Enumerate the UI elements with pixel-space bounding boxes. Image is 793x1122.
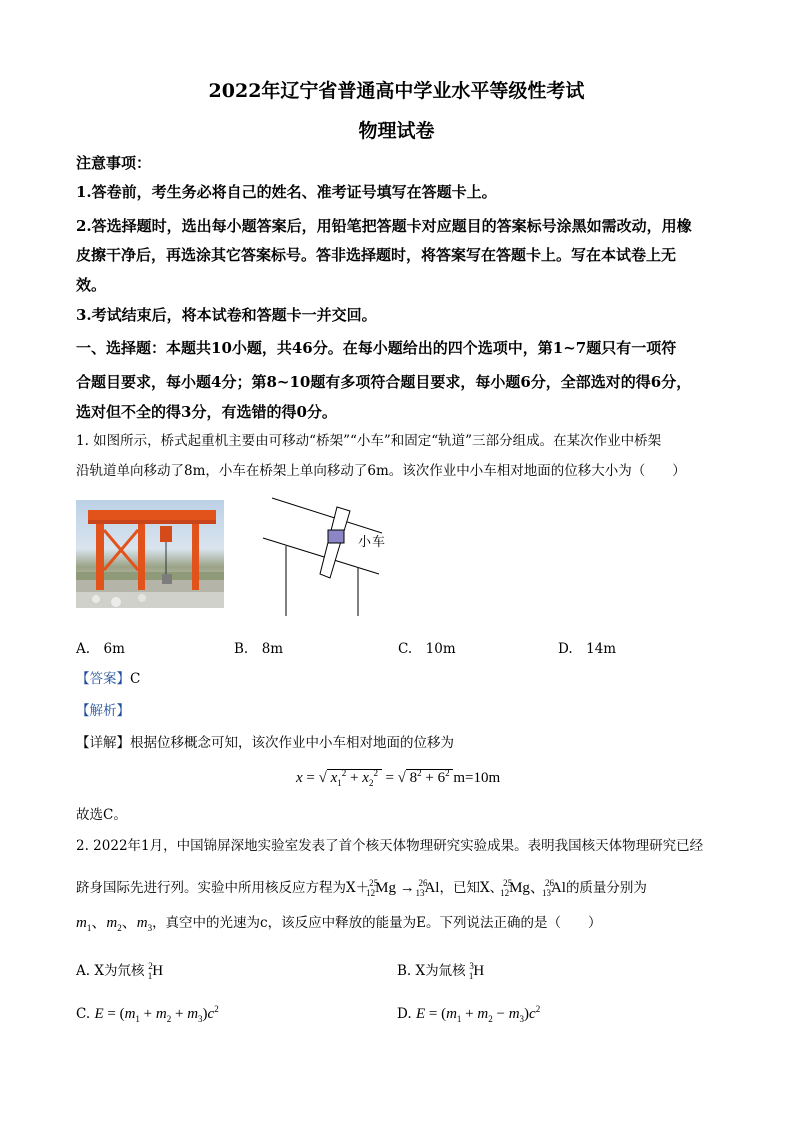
section-1-line-3: 选对但不全的得3分，有选错的得0分。 <box>76 403 337 421</box>
q1-detail-line <box>76 730 454 756</box>
detail-tag: 【详解】 <box>76 735 130 751</box>
notes-item-2-line-2: 皮擦干净后，再选涂其它答案标号。答非选择题时，将答案写在答题卡上。写在本试卷上无 <box>76 246 677 264</box>
q1-conclusion: 故选C。 <box>76 807 127 823</box>
q2-line-2-part-a: 跻身国际先进行列。实验中所用核反应方程为X＋ <box>76 880 370 896</box>
q2-option-b: B. X为氚核 $^3_1$H <box>397 961 485 981</box>
answer-tag: 【答案】 <box>76 671 130 687</box>
notes-item-3: 3.考试结束后，将本试卷和答题卡一并交回。 <box>76 306 377 324</box>
crane-photo <box>76 500 224 608</box>
q2-option-b-text: B. X为氚核 <box>397 963 466 979</box>
q2-option-c: C. $E = (m_1 + m_2 + m_3)c^2$ <box>76 1004 219 1024</box>
crane-diagram <box>258 490 398 626</box>
answer-value: C <box>130 671 141 687</box>
notes-item-2-line-3: 效。 <box>76 276 107 294</box>
exam-title: 2022年辽宁省普通高中学业水平等级性考试 <box>208 80 585 102</box>
q2-option-d: D. $E = (m_1 + m_2 - m_3)c^2$ <box>397 1004 541 1024</box>
notes-item-1: 1.答卷前，考生务必将自己的姓名、准考证号填写在答题卡上。 <box>76 183 497 201</box>
q2-stem-line-2: 跻身国际先进行列。实验中所用核反应方程为X＋$^{25}_{12}$Mg → $^{26}_{13}$Al，已知X、$^{25}_{12}$Mg、$^{26}_{13}$Al的质量分别为 <box>76 878 647 898</box>
q2-option-d-text: D. <box>397 1006 412 1022</box>
q2-option-c-text: C. <box>76 1006 91 1022</box>
q2-option-a: A. X为氘核 $^2_1$H <box>76 961 164 981</box>
q2-line-3-text: ，真空中的光速为c，该反应中释放的能量为E。下列说法正确的是（ ） <box>152 915 602 931</box>
q1-stem-line-2: 沿轨道单向移动了8m，小车在桥架上单向移动了6m。该次作业中小车相对地面的位移大小为（ ） <box>76 463 686 479</box>
notes-item-2-line-1: 2.答选择题时，选出每小题答案后，用铅笔把答题卡对应题目的答案标号涂黑如需改动，用橡 <box>76 217 692 235</box>
displacement-formula: x = √ $x_1^2 + x_2^2$ = √ $8^2 + 6^2$ m=10m <box>296 768 501 788</box>
q2-stem-line-3: $m_1$、$m_2$、$m_3$，真空中的光速为c，该反应中释放的能量为E。下列说法正确的是（ ） <box>76 915 602 933</box>
q1-option-b: B. 8m <box>234 641 284 657</box>
detail-text: 根据位移概念可知，该次作业中小车相对地面的位移为 <box>130 735 454 751</box>
section-1-line-1: 一、选择题：本题共10小题，共46分。在每小题给出的四个选项中，第1~7题只有一项符 <box>76 339 677 357</box>
q2-line-2-part-b: ，已知X、 <box>439 880 504 896</box>
formula-result: m=10m <box>453 770 501 786</box>
notes-heading: 注意事项： <box>76 154 152 172</box>
q2-stem-line-1: 2. 2022年1月，中国锦屏深地实验室发表了首个核天体物理研究实验成果。表明我国核天体物理研究已经 <box>76 838 704 854</box>
analysis-tag: 【解析】 <box>76 703 130 719</box>
section-1-line-2: 合题目要求，每小题4分；第8~10题有多项符合题目要求，每小题6分，全部选对的得6分， <box>76 373 692 391</box>
q1-option-d: D. 14m <box>558 641 617 657</box>
q1-option-c: C. 10m <box>398 641 456 657</box>
q2-line-2-part-c: 的质量分别为 <box>565 880 647 896</box>
q1-answer-line <box>76 666 140 692</box>
diagram-cart-label: 小车 <box>358 535 387 550</box>
q1-option-a: A. 6m <box>76 641 125 657</box>
q1-stem-line-1: 1. 如图所示，桥式起重机主要由可移动“桥架”“小车”和固定“轨道”三部分组成。在某次作业中桥架 <box>76 433 662 449</box>
q2-option-a-text: A. X为氘核 <box>76 963 145 979</box>
exam-subtitle: 物理试卷 <box>358 120 435 142</box>
